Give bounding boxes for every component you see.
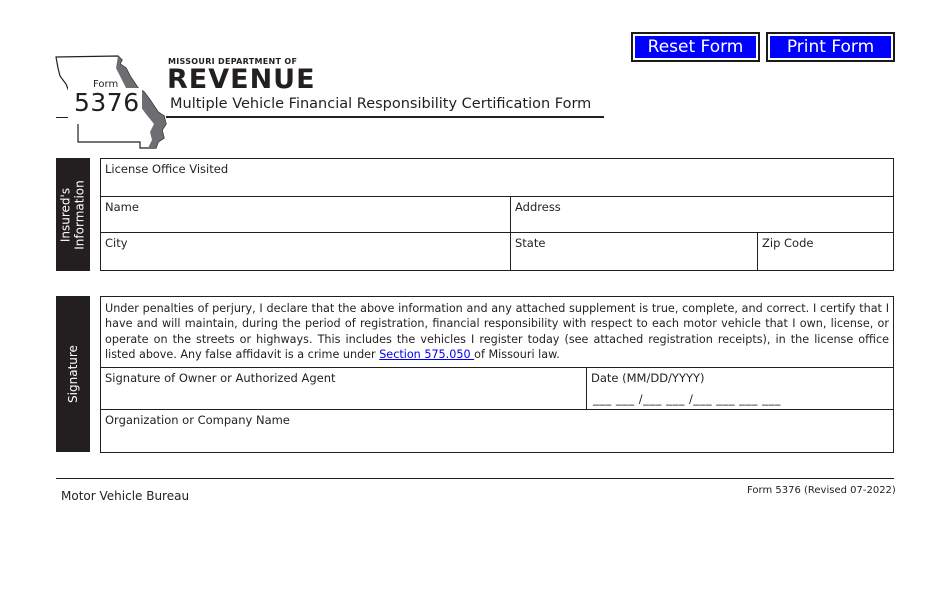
certification-text: Under penalties of perjury, I declare that the above information and any attached supplement is true, complete, and correct. I certify that I have and will maintain, during the period of registration, financial responsibility with respect to each motor vehicle that I own, license, or operate on the streets or highways. This includes the vehicles I register today (see attached registration receipts), in the license office listed above. Any false affidavit is a crime under Section 575.050 of Missouri law.: [105, 302, 889, 362]
certification-statement: [100, 296, 894, 368]
insured-section-tab: [56, 158, 90, 271]
department-logo-text: REVENUE: [167, 64, 316, 95]
organization-name-field[interactable]: [100, 409, 894, 453]
address-label: Address: [515, 200, 561, 214]
department-name: MISSOURI DEPARTMENT OF: [168, 57, 298, 66]
date-label: Date (MM/DD/YYYY): [591, 371, 705, 385]
owner-signature-field[interactable]: [100, 367, 587, 410]
address-field[interactable]: [510, 196, 894, 233]
form-header: [54, 54, 614, 154]
date-placeholder: ___ ___ /___ ___ /___ ___ ___ ___: [593, 392, 781, 406]
bureau-name: Motor Vehicle Bureau: [61, 489, 190, 503]
form-number: 5376: [74, 88, 140, 117]
license-office-field[interactable]: [100, 158, 894, 197]
title-underline: [166, 116, 604, 118]
city-field[interactable]: [100, 232, 511, 271]
name-label: Name: [105, 200, 139, 214]
license-office-label: License Office Visited: [105, 162, 229, 176]
date-field[interactable]: [586, 367, 894, 410]
header-tick: [56, 117, 68, 118]
section-575-050-link[interactable]: Section 575.050: [379, 348, 475, 362]
city-label: City: [105, 236, 128, 250]
zip-code-field[interactable]: [757, 232, 894, 271]
footer-divider: [56, 478, 894, 479]
name-field[interactable]: [100, 196, 511, 233]
zip-code-label: Zip Code: [762, 236, 814, 250]
insured-section-tab-label: Insured's Information: [59, 179, 87, 250]
signature-section-tab: [56, 296, 90, 452]
organization-name-label: Organization or Company Name: [105, 413, 290, 427]
signature-section-tab-label: Signature: [66, 345, 81, 403]
state-field[interactable]: [510, 232, 758, 271]
form-revision: Form 5376 (Revised 07-2022): [747, 485, 896, 496]
reset-form-button[interactable]: Reset Form: [633, 34, 758, 60]
owner-signature-label: Signature of Owner or Authorized Agent: [105, 371, 336, 385]
print-form-button[interactable]: Print Form: [768, 34, 893, 60]
form-word: Form: [93, 79, 119, 90]
state-label: State: [515, 236, 546, 250]
page-title: Multiple Vehicle Financial Responsibility Certification Form: [170, 96, 592, 112]
